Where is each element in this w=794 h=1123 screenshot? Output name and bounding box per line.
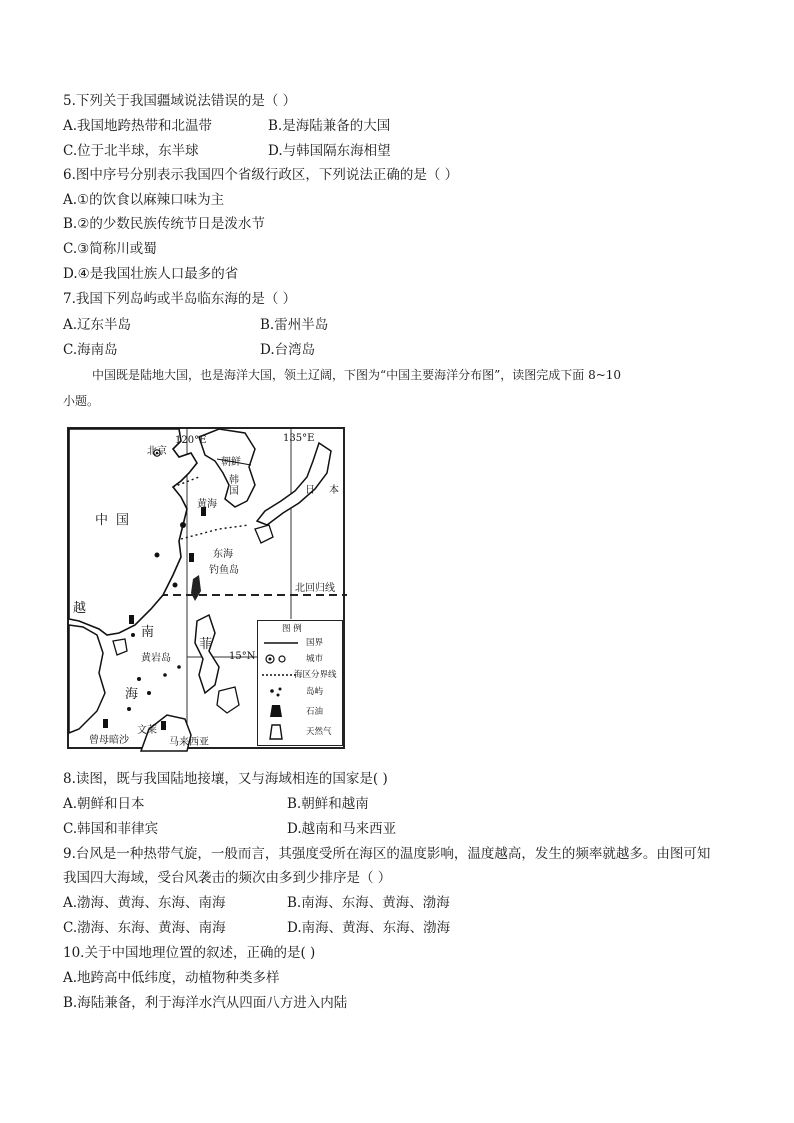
q5-option-d: D.与韩国隔东海相望 — [268, 143, 391, 159]
q10-option-b: B.海陆兼备，利于海洋水汽从四面八方进入内陆 — [63, 995, 348, 1011]
q8-option-d: D.越南和马来西亚 — [287, 821, 397, 837]
map-east-sea: 东海 — [213, 549, 233, 560]
map-philippines: 菲 — [199, 637, 213, 652]
map-wenlai: 文莱 — [137, 725, 157, 736]
legend-island: 岛屿 — [306, 687, 324, 697]
map-tropic: 北回归线 — [295, 583, 335, 594]
q7-option-a: A.辽东半岛 — [63, 317, 132, 333]
q6-option-c: C.③简称川或蜀 — [63, 241, 157, 257]
china-seas-map — [67, 427, 353, 749]
map-lat-15: 15°N — [229, 651, 256, 662]
map-lon-120: 120°E — [175, 435, 207, 446]
q5-option-c: C.位于北半球，东半球 — [63, 143, 199, 159]
q8-option-a: A.朝鲜和日本 — [63, 796, 145, 812]
legend-gas: 天然气 — [306, 727, 332, 737]
q6-option-b: B.②的少数民族传统节日是泼水节 — [63, 216, 265, 232]
map-south-sea-1: 南 — [141, 625, 155, 640]
map-south-korea: 韩国 — [229, 475, 239, 497]
map-vietnam: 越 — [73, 601, 87, 616]
legend-sea-boundary: 海区分界线 — [294, 670, 337, 680]
q10-stem: 10.关于中国地理位置的叙述，正确的是( ) — [63, 945, 316, 961]
intro-line-2: 小题。 — [63, 394, 100, 408]
map-zengmu: 曾母暗沙 — [89, 735, 129, 746]
q7-option-c: C.海南岛 — [63, 342, 118, 358]
legend-city: 城市 — [306, 654, 324, 664]
q9-option-a: A.渤海、黄海、东海、南海 — [63, 895, 226, 911]
legend-border: 国界 — [306, 638, 324, 648]
q10-option-a: A.地跨高中低纬度，动植物种类多样 — [63, 970, 280, 986]
map-japan: 日本 — [305, 485, 353, 496]
map-yellow-sea: 黄海 — [197, 499, 217, 510]
q9-option-c: C.渤海、东海、黄海、南海 — [63, 920, 226, 936]
map-north-korea: 朝鲜 — [221, 457, 241, 468]
map-diaoyu: 钓鱼岛 — [209, 565, 239, 576]
map-china: 中国 — [95, 513, 138, 528]
q6-option-d: D.④是我国壮族人口最多的省 — [63, 266, 239, 282]
q8-option-c: C.韩国和菲律宾 — [63, 821, 159, 837]
q5-option-b: B.是海陆兼备的大国 — [268, 118, 391, 134]
map-beijing: 北京 — [147, 446, 167, 457]
map-legend — [257, 620, 343, 746]
q7-stem: 7.我国下列岛屿或半岛临东海的是（ ） — [63, 291, 297, 307]
q6-option-a: A.①的饮食以麻辣口味为主 — [63, 192, 225, 208]
q6-stem: 6.图中序号分别表示我国四个省级行政区，下列说法正确的是（ ） — [63, 167, 459, 183]
q5-stem: 5.下列关于我国疆域说法错误的是（ ） — [63, 93, 297, 109]
map-lon-135: 135°E — [283, 433, 315, 444]
map-south-sea-2: 海 — [125, 687, 139, 702]
q9-option-b: B.南海、东海、黄海、渤海 — [287, 895, 450, 911]
q9-stem-line-1: 9.台风是一种热带气旋，一般而言，其强度受所在海区的温度影响，温度越高，发生的频率就越多。由图可知 — [63, 846, 711, 862]
q8-option-b: B.朝鲜和越南 — [287, 796, 369, 812]
legend-oil: 石油 — [306, 707, 324, 717]
q8-stem: 8.读图，既与我国陆地接壤，又与海域相连的国家是( ) — [63, 771, 388, 787]
map-huangyan: 黄岩岛 — [141, 653, 171, 664]
q7-option-b: B.雷州半岛 — [260, 317, 329, 333]
q9-option-d: D.南海、黄海、东海、渤海 — [287, 920, 451, 936]
map-malaysia: 马来西亚 — [169, 737, 209, 748]
q9-stem-line-2: 我国四大海域，受台风袭击的频次由多到少排序是（ ） — [63, 870, 392, 886]
legend-title: 图 例 — [282, 624, 302, 634]
q5-option-a: A.我国地跨热带和北温带 — [63, 118, 213, 134]
intro-line-1: 中国既是陆地大国，也是海洋大国，领土辽阔，下图为“中国主要海洋分布图”，读图完成下面 8~10 — [92, 368, 622, 382]
q7-option-d: D.台湾岛 — [260, 342, 316, 358]
